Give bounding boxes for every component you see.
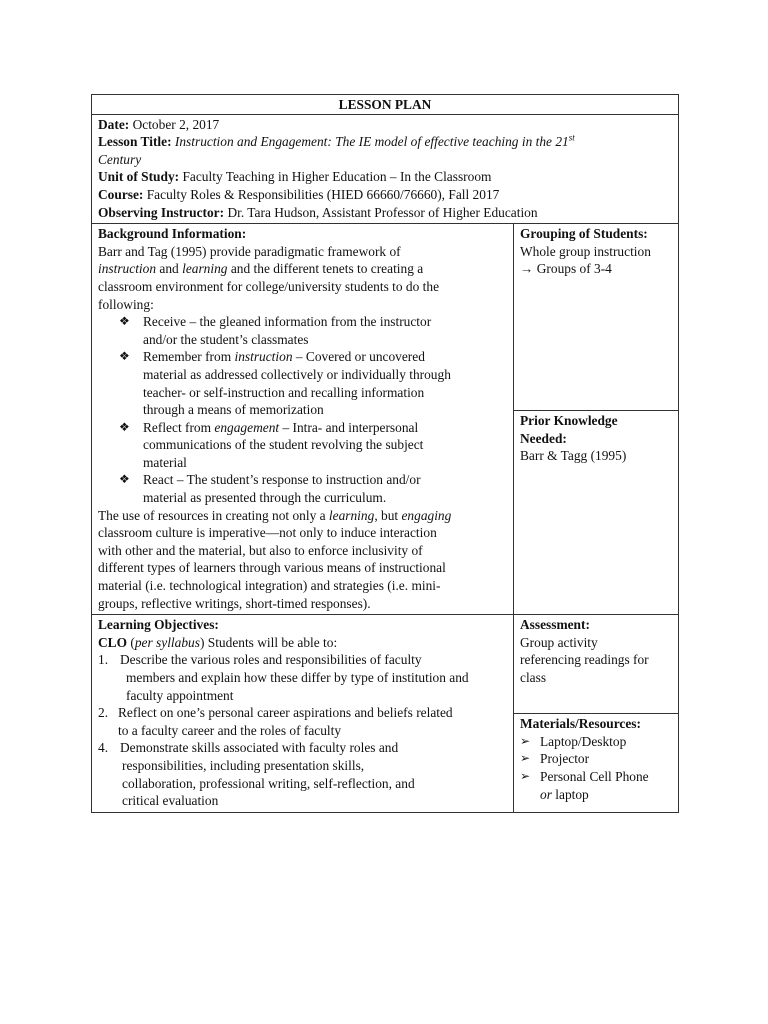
background-text-line: with other and the material, but also to enforce inclusivity of <box>98 542 423 558</box>
background-cell <box>92 224 514 615</box>
course-label: Course: <box>98 186 144 202</box>
text-fragment: , but <box>374 507 399 523</box>
materials-item <box>520 733 673 751</box>
arrowhead-bullet-icon: ➢ <box>520 751 531 766</box>
arrowhead-bullet-icon: ➢ <box>520 769 531 783</box>
bullet-line <box>143 419 508 437</box>
materials-item-label: Laptop/Desktop <box>540 733 627 749</box>
bullet-line: material as presented through the curriculum. <box>143 490 387 506</box>
objective-line: critical evaluation <box>122 793 219 809</box>
emphasis-engaging: engaging <box>401 507 452 523</box>
objectives-heading: Learning Objectives: <box>98 617 219 633</box>
bullet-line: communications of the student revolving the subject <box>143 437 424 453</box>
bullet-line <box>143 348 508 366</box>
bullet-line: Receive – the gleaned information from the instructor <box>143 314 432 330</box>
objective-line: faculty appointment <box>126 687 234 703</box>
observer-label: Observing Instructor: <box>98 204 225 220</box>
objective-line: Describe the various roles and responsibilities of faculty <box>120 652 422 668</box>
background-heading: Background Information: <box>98 226 247 242</box>
text-fragment: Groups of 3-4 <box>536 261 612 277</box>
text-fragment: The use of resources in creating not only a <box>98 507 326 523</box>
grouping-text <box>520 260 673 278</box>
clo-label: CLO <box>98 634 128 650</box>
date-row <box>98 116 673 134</box>
assessment-text: class <box>520 670 547 685</box>
lesson-plan-table <box>91 94 679 813</box>
background-text-line: following: <box>98 296 154 312</box>
emphasis-instruction: instruction <box>98 261 157 277</box>
objective-line: collaboration, professional writing, self-reflection, and <box>122 775 415 791</box>
assessment-heading: Assessment: <box>520 617 590 633</box>
objectives-cell <box>92 615 514 813</box>
course-row <box>98 186 673 204</box>
background-text-line: classroom environment for college/university students to do the <box>98 278 440 294</box>
background-text-line: material (i.e. technological integration) and strategies (i.e. mini- <box>98 578 441 594</box>
objective-line: Demonstrate skills associated with faculty roles and <box>120 740 399 756</box>
bullet-line: material <box>143 454 187 470</box>
objective-item <box>98 704 508 739</box>
objective-number: 1. <box>98 652 109 668</box>
date-label: Date: <box>98 116 130 132</box>
diamond-bullet-icon: ❖ <box>119 419 130 434</box>
lesson-plan-document <box>91 94 678 813</box>
diamond-bullet-icon: ❖ <box>119 314 130 329</box>
emphasis-syllabus: per syllabus <box>134 634 200 650</box>
lesson-title-label: Lesson Title: <box>98 134 172 150</box>
text-fragment: – Intra- and interpersonal <box>282 419 419 435</box>
emphasis-engagement: engagement <box>214 419 280 435</box>
background-text-line: different types of learners through various means of instructional <box>98 560 446 576</box>
objective-line: responsibilities, including presentation skills, <box>122 757 365 773</box>
text-fragment: and <box>159 261 179 277</box>
emphasis-learning: learning <box>182 261 228 277</box>
lesson-title-end: Century <box>98 151 142 167</box>
prior-knowledge-cell <box>514 411 679 615</box>
page-title: LESSON PLAN <box>92 95 679 115</box>
objective-number: 4. <box>98 740 109 756</box>
lesson-title-value: Instruction and Engagement: The IE model of effective teaching in the 21 <box>174 134 569 150</box>
bullet-line: material as addressed collectively or individually through <box>143 366 451 382</box>
observer-row <box>98 204 673 222</box>
materials-heading: Materials/Resources: <box>520 716 641 732</box>
text-fragment: ) Students will be able to: <box>199 634 338 650</box>
course-value: Faculty Roles & Responsibilities (HIED 66660/76660), Fall 2017 <box>146 186 500 202</box>
emphasis-instruction: instruction <box>234 349 293 365</box>
materials-item <box>520 750 673 768</box>
prior-knowledge-text: Barr & Tagg (1995) <box>520 448 627 464</box>
bullet-line: and/or the student’s classmates <box>143 331 309 347</box>
materials-list <box>520 733 673 803</box>
grouping-text: Whole group instruction <box>520 243 651 259</box>
objective-item <box>98 739 508 809</box>
prior-knowledge-heading-cont: Needed: <box>520 430 567 446</box>
lesson-info-cell <box>92 114 679 224</box>
objectives-list <box>98 651 508 809</box>
emphasis-learning: learning <box>328 507 375 523</box>
objective-line: Reflect on one’s personal career aspirations and beliefs related <box>118 705 453 721</box>
assessment-cell <box>514 615 679 714</box>
diamond-bullet-icon: ❖ <box>119 349 130 364</box>
materials-item <box>520 768 673 803</box>
objective-number: 2. <box>98 705 109 721</box>
background-text-line <box>98 507 508 525</box>
objective-line: members and explain how these differ by type of institution and <box>126 670 469 685</box>
text-fragment: Reflect from <box>143 419 212 435</box>
grouping-heading: Grouping of Students: <box>520 226 648 242</box>
bullet-react <box>98 471 508 506</box>
bullet-reflect <box>98 419 508 472</box>
objective-item <box>98 651 508 704</box>
background-bullet-list <box>98 313 508 507</box>
observer-value: Dr. Tara Hudson, Assistant Professor of Higher Education <box>227 204 538 220</box>
objective-line: to a faculty career and the roles of faculty <box>118 722 342 738</box>
background-text-line: groups, reflective writings, short-timed responses). <box>98 595 371 611</box>
bullet-line: teacher- or self-instruction and recalling information <box>143 384 425 400</box>
arrow-right-icon: → <box>520 261 534 277</box>
grouping-cell <box>514 224 679 411</box>
unit-row <box>98 168 673 186</box>
unit-label: Unit of Study: <box>98 169 180 185</box>
bullet-line: React – The student’s response to instruction and/or <box>143 472 421 488</box>
bullet-remember <box>98 348 508 418</box>
diamond-bullet-icon: ❖ <box>119 472 130 487</box>
materials-item-label: Personal Cell Phone <box>540 769 649 784</box>
text-fragment: and the different tenets to creating a <box>230 261 424 277</box>
materials-item-continued <box>540 786 673 804</box>
background-text-line: classroom culture is imperative—not only to induce interaction <box>98 525 437 541</box>
unit-value: Faculty Teaching in Higher Education – In the Classroom <box>182 169 492 185</box>
date-value: October 2, 2017 <box>132 116 220 132</box>
text-fragment: ( <box>130 634 135 650</box>
text-fragment: Remember from <box>143 349 232 365</box>
lesson-title-row <box>98 133 673 151</box>
assessment-text: referencing readings for <box>520 652 649 668</box>
bullet-line: through a means of memorization <box>143 402 324 418</box>
bullet-receive <box>98 313 508 348</box>
lesson-title-superscript: st <box>568 132 575 143</box>
materials-item-label: Projector <box>540 751 590 767</box>
prior-knowledge-heading: Prior Knowledge <box>520 413 618 429</box>
arrowhead-bullet-icon: ➢ <box>520 733 531 748</box>
emphasis-or: or <box>540 786 552 802</box>
text-fragment: laptop <box>555 786 589 802</box>
assessment-text: Group activity <box>520 634 598 650</box>
clo-line <box>98 634 508 652</box>
background-text-line: Barr and Tag (1995) provide paradigmatic framework of <box>98 243 401 259</box>
text-fragment: – Covered or uncovered <box>295 349 425 365</box>
materials-cell <box>514 714 679 813</box>
background-text-line <box>98 260 508 278</box>
lesson-title-continued <box>98 151 673 169</box>
